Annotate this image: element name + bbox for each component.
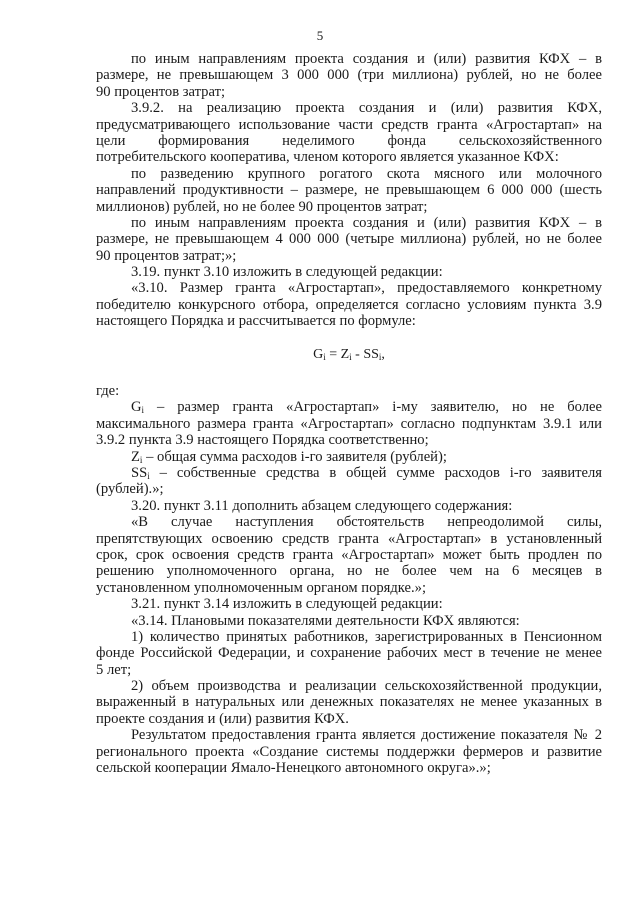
text-line: 5 лет; — [96, 661, 132, 678]
text-line: где: — [96, 383, 120, 400]
text-line: $Z_i$ – общая сумма расходов i-го заявителя (рублей); — [131, 448, 447, 465]
paragraph — [96, 629, 602, 678]
text-line: по иным направлениям проекта создания и (или) развития КФХ – в — [131, 214, 602, 231]
text-line: миллионов) рублей, но не более 90 процентов затрат; — [96, 198, 428, 215]
text-line: победителю конкурсного отбора, определяется согласно условиям пункта 3.9 — [96, 296, 602, 313]
text-line: (рублей).»; — [96, 481, 164, 498]
text-line: «В случае наступления обстоятельств непреодолимой силы, — [131, 514, 602, 531]
formula: $G_i = Z_i - SS_i$, — [313, 346, 385, 362]
paragraph — [96, 465, 602, 498]
text-line: «3.14. Плановыми показателями деятельности КФХ являются: — [131, 612, 520, 629]
paragraph — [96, 51, 602, 100]
text-line: препятствующих освоению средств гранта «Агростартап» в установленный — [96, 530, 602, 547]
paragraph — [96, 166, 602, 215]
text-line: решению уполномоченного органа, но не более чем на 6 месяцев в — [96, 563, 602, 580]
text-line: выраженный в натуральных или денежных показателях не менее указанных в — [96, 694, 602, 711]
text-line: 3.9.2. на реализацию проекта создания и (или) развития КФХ, — [131, 100, 602, 117]
paragraph — [96, 596, 602, 612]
text-line: фонде Российской Федерации, и сохранение рабочих мест в течение не менее — [96, 645, 602, 662]
document-body — [96, 51, 602, 776]
text-line: срок, срок освоения средств гранта «Агростартап» может быть продлен по — [96, 546, 602, 563]
text-line: проекте создания и (или) развития КФХ. — [96, 710, 349, 727]
paragraph — [96, 449, 602, 465]
text-line: 1) количество принятых работников, зарегистрированных в Пенсионном — [131, 628, 602, 645]
paragraph-label — [96, 383, 602, 399]
page-number: 5 — [316, 28, 324, 43]
text-line: 90 процентов затрат;»; — [96, 247, 237, 264]
text-line: размере, не превышающем 4 000 000 (четыре миллиона) рублей, но не более — [96, 231, 602, 248]
text-line: 3.19. пункт 3.10 изложить в следующей редакции: — [131, 264, 443, 281]
text-line: потребительского кооператива, членом которого является указанное КФХ: — [96, 149, 559, 166]
text-line: по иным направлениям проекта создания и (или) развития КФХ – в — [131, 51, 602, 67]
text-line: «3.10. Размер гранта «Агростартап», предоставляемого конкретному — [131, 280, 602, 297]
paragraph — [96, 100, 602, 166]
paragraph — [96, 514, 602, 596]
paragraph — [96, 727, 602, 776]
text-line: 3.21. пункт 3.14 изложить в следующей редакции: — [131, 596, 443, 613]
paragraph — [96, 678, 602, 727]
paragraph — [96, 280, 602, 329]
text-line: 2) объем производства и реализации сельскохозяйственной продукции, — [131, 678, 602, 695]
text-line: установленном уполномоченным органом порядке.»; — [96, 579, 427, 596]
paragraph — [96, 215, 602, 264]
text-line: сельской кооперации Ямало-Ненецкого автономного округа».»; — [96, 760, 491, 777]
text-line: размере, не превышающем 3 000 000 (три миллиона) рублей, но не более — [96, 67, 602, 84]
text-line: Результатом предоставления гранта является достижение показателя № 2 — [131, 727, 602, 744]
text-line: регионального проекта «Создание системы поддержки фермеров и развитие — [96, 743, 602, 760]
text-line: 3.20. пункт 3.11 дополнить абзацем следующего содержания: — [131, 497, 513, 514]
text-line: максимального размера гранта «Агростартап» согласно подпунктам 3.9.1 или — [96, 415, 602, 432]
text-line: 3.9.2 пункта 3.9 настоящего Порядка соответственно; — [96, 432, 429, 449]
text-line: цели формирования неделимого фонда сельскохозяйственного — [96, 132, 602, 149]
paragraph — [96, 613, 602, 629]
text-line: $SS_i$ – собственные средства в общей сумме расходов i-го заявителя — [131, 464, 602, 481]
paragraph — [96, 399, 602, 448]
text-line: 90 процентов затрат; — [96, 83, 226, 100]
text-line: $G_i$ – размер гранта «Агростартап» i-му заявителю, но не более — [131, 399, 602, 416]
paragraph — [96, 264, 602, 280]
text-line: предусматривающего использование части средств гранта «Агростартап» на — [96, 116, 602, 133]
paragraph — [96, 498, 602, 514]
text-line: направлений продуктивности – размере, не превышающем 6 000 000 (шесть — [96, 182, 602, 199]
text-line: по разведению крупного рогатого скота мясного или молочного — [131, 165, 602, 182]
text-line: настоящего Порядка и рассчитывается по формуле: — [96, 313, 416, 330]
